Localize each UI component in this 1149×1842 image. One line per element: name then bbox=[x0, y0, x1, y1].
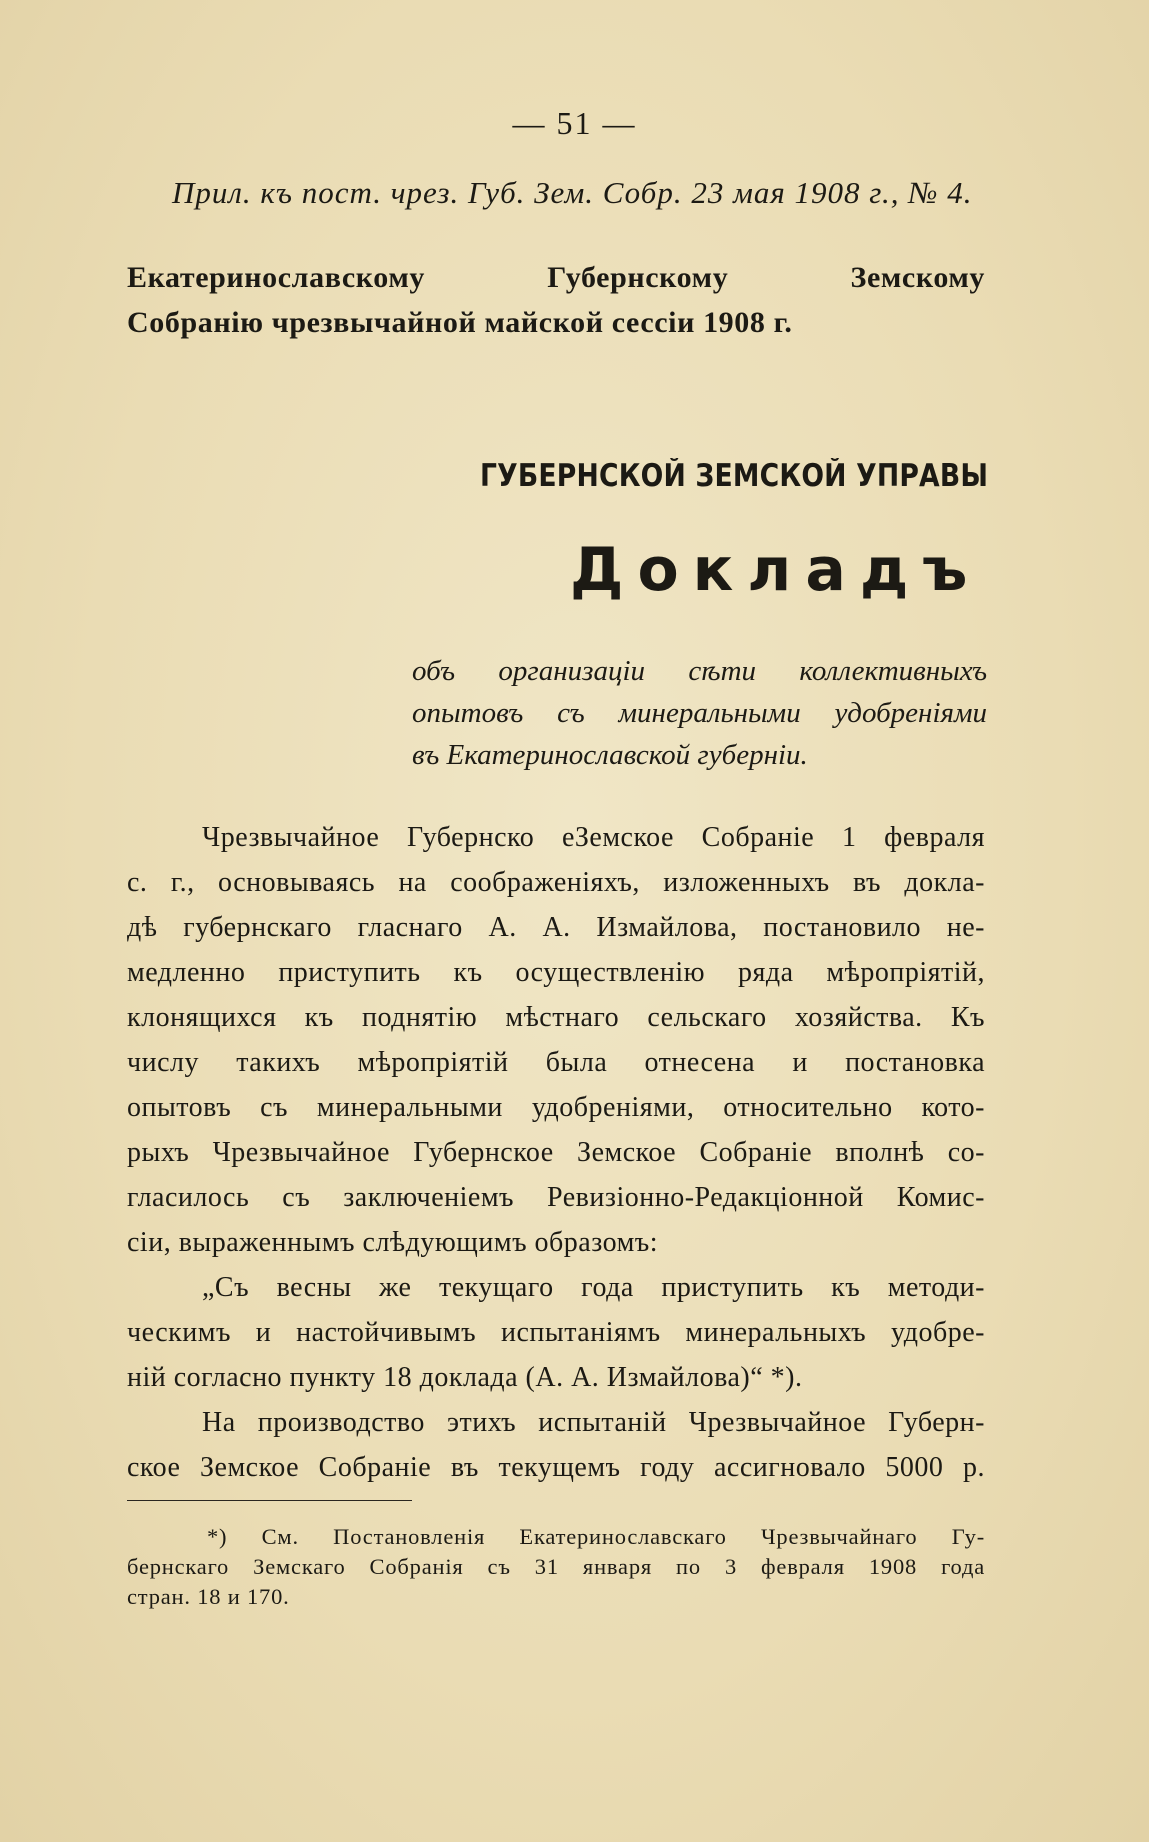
body-line: дѣ губернскаго гласнаго А. А. Измайлова, постановило не- bbox=[127, 912, 985, 943]
report-subject bbox=[412, 650, 987, 776]
body-line: сіи, выраженнымъ слѣдующимъ образомъ: bbox=[127, 1227, 659, 1258]
subject-line: въ Екатеринославской губерніи. bbox=[412, 739, 808, 771]
page-number: — 51 — bbox=[512, 105, 637, 141]
appendix-reference: Прил. къ пост. чрез. Губ. Зем. Собр. 23 мая 1908 г., № 4. bbox=[172, 175, 973, 210]
subject-line: объ организаціи сѣти коллективныхъ bbox=[412, 655, 987, 687]
body-line: гласилось съ заключеніемъ Ревизіонно-Редакціонной Комис- bbox=[127, 1182, 985, 1213]
footnote-divider bbox=[127, 1500, 412, 1501]
body-line: ское Земское Собраніе въ текущемъ году ассигновало 5000 р. bbox=[127, 1452, 985, 1483]
quote-line: ній согласно пункту 18 доклада (А. А. Измайлова)“ *). bbox=[127, 1362, 803, 1393]
issuing-authority: ГУБЕРНСКОЙ ЗЕМСКОЙ УПРАВЫ bbox=[480, 458, 989, 494]
body-line: опытовъ съ минеральными удобреніями, относительно кото- bbox=[127, 1092, 985, 1123]
addressee-line: Собранію чрезвычайной майской сессіи 1908 г. bbox=[127, 306, 793, 339]
footnote bbox=[127, 1522, 985, 1612]
body-line: клонящихся къ поднятію мѣстнаго сельскаго хозяйства. Къ bbox=[127, 1002, 985, 1033]
quote-line: „Съ весны же текущаго года приступить къ методи- bbox=[202, 1272, 985, 1303]
footnote-line: стран. 18 и 170. bbox=[127, 1584, 290, 1609]
footnote-line: бернскаго Земскаго Собранія съ 31 января по 3 февраля 1908 года bbox=[127, 1554, 985, 1579]
body-line: рыхъ Чрезвычайное Губернское Земское Собраніе вполнѣ со- bbox=[127, 1137, 985, 1168]
body-line: На производство этихъ испытаній Чрезвычайное Губерн- bbox=[202, 1407, 985, 1438]
quote-line: ческимъ и настойчивымъ испытаніямъ минеральныхъ удобре- bbox=[127, 1317, 985, 1348]
addressee bbox=[127, 255, 985, 345]
body-line: Чрезвычайное Губернско еЗемское Собраніе 1 февраля bbox=[202, 822, 985, 853]
body-line: медленно приступить къ осуществленію ряда мѣропріятій, bbox=[127, 957, 985, 988]
document-title: Докладъ bbox=[570, 535, 982, 605]
subject-line: опытовъ съ минеральными удобреніями bbox=[412, 697, 987, 729]
body-line: числу такихъ мѣропріятій была отнесена и постановка bbox=[127, 1047, 985, 1078]
footnote-line: *) См. Постановленія Екатеринославскаго Чрезвычайнаго Гу- bbox=[207, 1524, 985, 1549]
body-text bbox=[127, 815, 985, 1490]
body-line: с. г., основываясь на соображеніяхъ, изложенныхъ въ докла- bbox=[127, 867, 985, 898]
addressee-line: Екатеринославскому Губернскому Земскому bbox=[127, 261, 985, 294]
